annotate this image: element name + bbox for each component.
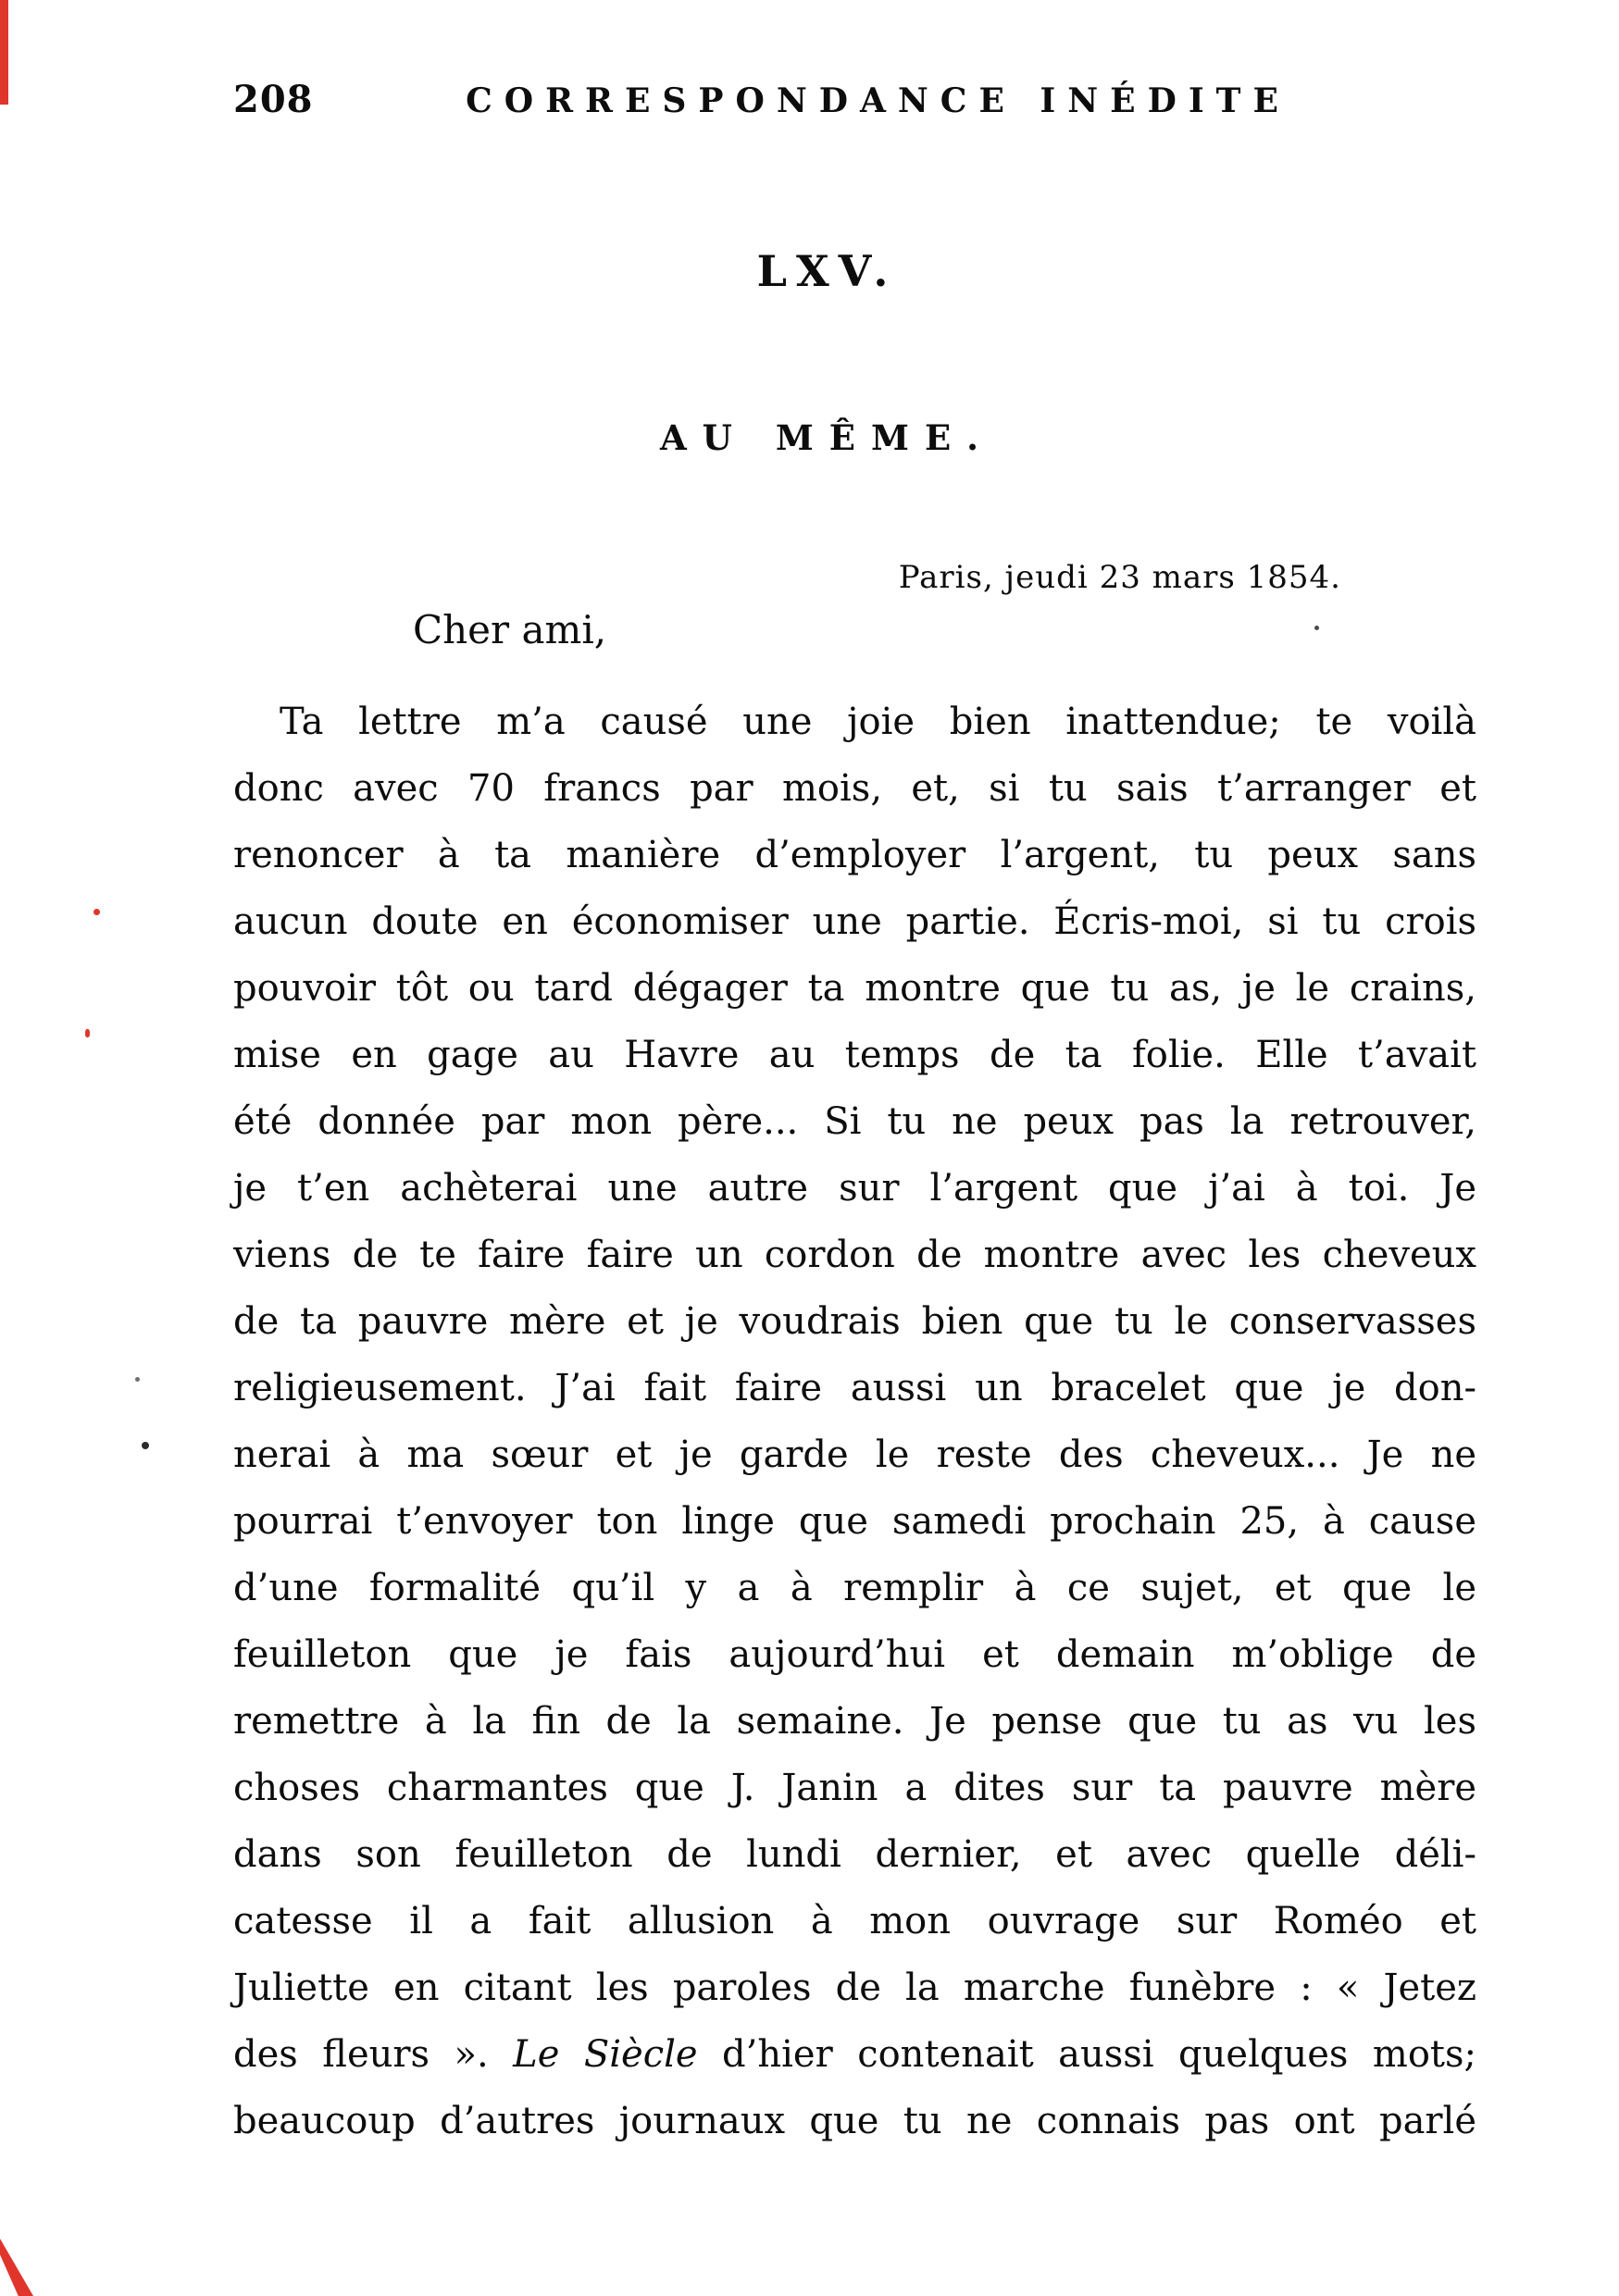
body-line-with-italic [233, 2021, 1476, 2088]
body-line: mise en gage au Havre au temps de ta folie. Elle t’avait [233, 1034, 1476, 1076]
running-title: CORRESPONDANCE INÉDITE [466, 81, 1290, 120]
body-line: feuilleton que je fais aujourd’hui et demain m’oblige de [233, 1633, 1476, 1676]
red-scan-speck-upper [93, 909, 100, 915]
ink-speck [142, 1442, 149, 1449]
body-line: remettre à la fin de la semaine. Je pense que tu as vu les [233, 1700, 1476, 1743]
letter-body [233, 689, 1476, 2154]
body-line: beaucoup d’autres journaux que tu ne connais pas ont parlé [233, 2100, 1476, 2142]
journal-title-italic: Le Siècle [513, 2033, 698, 2076]
ink-speck [1314, 626, 1319, 630]
body-line: Ta lettre m’a causé une joie bien inattendue; te voilà [280, 701, 1476, 743]
body-line: de ta pauvre mère et je voudrais bien que tu le conservasses [233, 1300, 1476, 1343]
body-line: donc avec 70 francs par mois, et, si tu sais t’arranger et [233, 767, 1476, 810]
red-scan-mark-top-left [0, 0, 8, 105]
red-scan-speck-lower [85, 1029, 90, 1037]
dateline: Paris, jeudi 23 mars 1854. [898, 559, 1341, 596]
running-head [233, 78, 1476, 124]
body-line: catesse il a fait allusion à mon ouvrage sur Roméo et [233, 1900, 1476, 1942]
body-line: renoncer à ta manière d’employer l’argent, tu peux sans [233, 834, 1476, 876]
body-line: je t’en achèterai une autre sur l’argent que j’ai à toi. Je [233, 1167, 1476, 1210]
recipient-heading: AU MÊME. [659, 417, 995, 458]
body-line: pourrai t’envoyer ton linge que samedi prochain 25, à cause [233, 1500, 1476, 1543]
red-scan-mark-bottom-corner [0, 2239, 33, 2296]
letter-number-heading: LXV. [756, 246, 898, 296]
body-line: Juliette en citant les paroles de la marche funèbre : « Jetez [233, 1967, 1476, 2009]
body-line: pouvoir tôt ou tard dégager ta montre que tu as, je le crains, [233, 967, 1476, 1010]
body-line: religieusement. J’ai fait faire aussi un bracelet que je don- [233, 1367, 1476, 1409]
salutation: Cher ami, [413, 607, 607, 652]
body-line: dans son feuilleton de lundi dernier, et avec quelle déli- [233, 1833, 1476, 1876]
body-line: aucun doute en économiser une partie. Écris-moi, si tu crois [233, 900, 1476, 943]
body-line: été donnée par mon père... Si tu ne peux pas la retrouver, [233, 1100, 1476, 1143]
ink-speck [135, 1377, 140, 1382]
body-line: viens de te faire faire un cordon de montre avec les cheveux [233, 1234, 1476, 1276]
body-line: nerai à ma sœur et je garde le reste des cheveux... Je ne [233, 1433, 1476, 1476]
body-line: choses charmantes que J. Janin a dites sur ta pauvre mère [233, 1767, 1476, 1809]
page-number: 208 [233, 78, 314, 121]
body-line: d’une formalité qu’il y a à remplir à ce sujet, et que le [233, 1567, 1476, 1609]
body-line-segment: des fleurs ». [233, 2033, 514, 2076]
body-line-segment: d’hier contenait aussi quelques mots; [697, 2033, 1476, 2076]
